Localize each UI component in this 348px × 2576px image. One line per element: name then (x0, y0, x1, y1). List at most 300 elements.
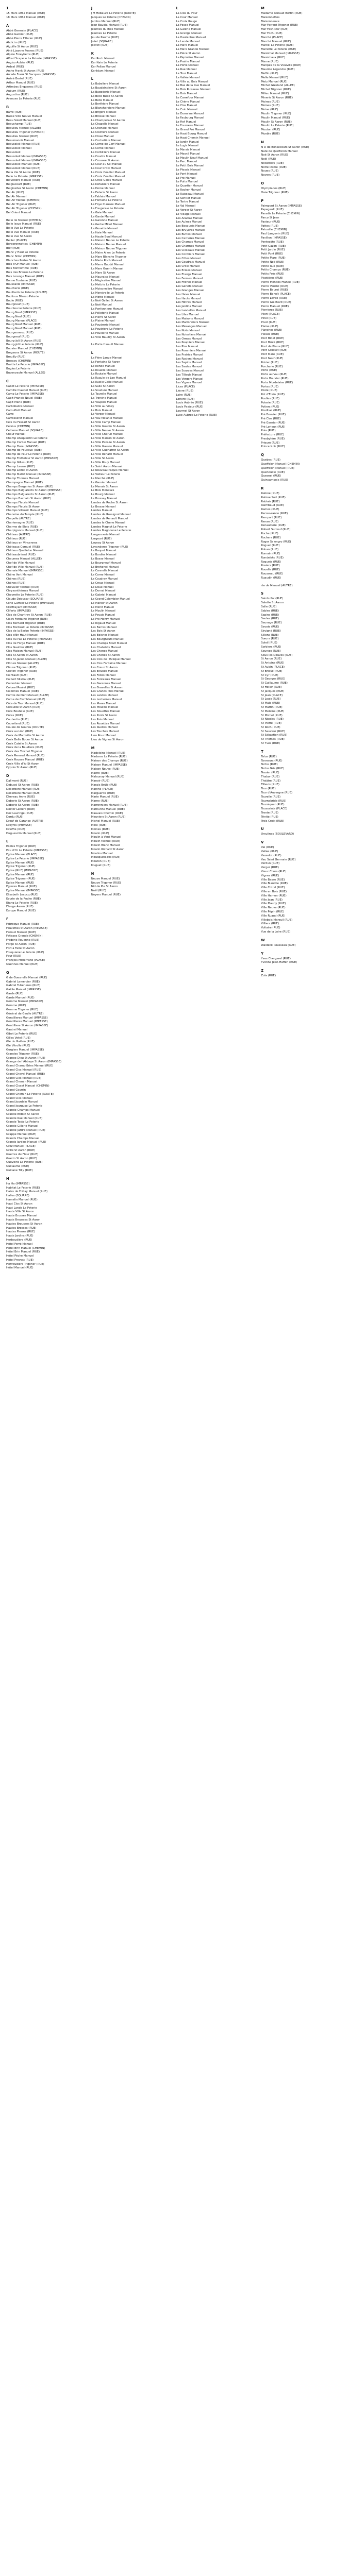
street-entry: Pierre Guichard (RUE) (261, 300, 291, 304)
street-entry: Clos St-Jacob Manuel (ALLEE) (6, 657, 47, 661)
street-entry: Les Fontaines Manuel (91, 677, 121, 681)
street-entry: Chevalier Manuel (RUE) (6, 585, 39, 589)
street-entry: La Pépinière Manuel (176, 56, 204, 59)
street-entry: Blanc Sillon (CHEMIN) (6, 255, 37, 258)
street-entry: Ville Basse (RUE) (261, 878, 285, 882)
street-entry: Le Nouveau Paquis Manuel (91, 469, 129, 472)
street-entry: Bergeronnettes (CHEMIN) (6, 243, 42, 246)
section-letter: L (91, 77, 93, 81)
street-entry: Les Landelles Manuel (176, 309, 206, 312)
street-entry: Blanches Portes St Aaron (6, 259, 41, 262)
street-entry: Bois des Brieres Le Peterie (6, 271, 43, 275)
street-entry: Beausoleil manuel (RUE) (6, 163, 41, 166)
street-entry: Pont Neuf (RUE) (261, 357, 284, 360)
letter-section (6, 839, 87, 913)
street-entry: Le Ronde Manuel (91, 364, 115, 368)
street-entry: La Lande Manuel (176, 40, 200, 43)
section-letter: Y (261, 951, 264, 956)
street-entry: Bourg Neuf (IMPASSE) (6, 311, 37, 314)
street-entry: Jardins Manuel (RUE) (91, 20, 121, 23)
street-entry: Paradis Le Peterie (CHEMIN) (261, 212, 300, 216)
street-entry: Grand Jourguse Le Peterie (6, 1105, 43, 1108)
street-entry: Champs Villeroit Manuel (RUE) (6, 509, 49, 513)
street-entry: Mouton (RUE) (91, 860, 110, 863)
street-entry: Cointault (RUE) (6, 674, 28, 677)
street-entry: La Haute Boul Manuel (91, 235, 122, 239)
street-entry: Champ Mallet Manuel (IMPASSE) (6, 473, 52, 477)
street-entry: Porte Bouvier (RUE) (261, 377, 289, 380)
street-entry: La Close Manuel (91, 134, 114, 138)
street-entry: Rousseau (RUE) (261, 572, 284, 575)
street-entry: Drieffie (RUE) (6, 827, 25, 831)
street-entry: Boulious Blanco Peterie (6, 295, 39, 298)
street-entry: Bel Air (RUE) (6, 191, 24, 194)
street-entry: Chênes (RUE) (6, 581, 26, 585)
street-entry: Le Carrefour Manuel (176, 96, 205, 99)
street-entry: Saules (RUE) (261, 617, 279, 621)
street-entry: Louis Pasteur (RUE) (176, 405, 204, 409)
street-entry: Tertre Gris (RUE) (261, 767, 285, 771)
street-entry: Guennes Manuel (RUE) (6, 962, 39, 966)
street-entry: Michel Gresland (ALLEE) (261, 84, 295, 88)
street-entry: La Gaie Manuel (91, 211, 113, 214)
street-entry: Beausoleil (6, 150, 21, 154)
street-entry: La Ville Goubin St Aaron (91, 425, 125, 428)
street-entry: Chef de Ville Manuel (6, 561, 35, 565)
street-entry: Bief (RUE) (6, 247, 21, 250)
street-entry: La Tourelle Manuel (91, 393, 117, 396)
street-entry: Villebois Mareuil (RUE) (261, 918, 293, 922)
street-entry: Petite Noë (RUE) (261, 260, 285, 264)
street-entry: Carbobalics Manuel (6, 404, 34, 408)
street-entry: Ainé Lizanne Pesnes (RUE) (6, 49, 43, 53)
street-entry: Beau Soleil Manuel (RUE) (6, 118, 42, 122)
street-entry: St Melaine (RUE) (261, 709, 285, 713)
street-entry: Grand Chemin Le Peterie (ROUTE) (6, 1092, 54, 1096)
street-entry: La Ville Camp Manuel (91, 420, 121, 424)
street-entry: Les Bruyères Manuel (176, 229, 205, 232)
street-entry: Ville Blanche (RUE) (261, 882, 288, 886)
street-entry: La Porte Manuel (176, 64, 198, 67)
letter-section (261, 486, 342, 581)
street-entry: Noues (RUE) (261, 170, 279, 173)
street-entry: Gemme Trigoner (RUE) (6, 1008, 38, 1012)
street-entry: Le Porte Hinault Manuel (91, 343, 125, 347)
street-entry: La Tour Manuel (176, 72, 197, 75)
street-entry: Abdicim (RUE) (6, 41, 26, 44)
section-letter: 1 (6, 6, 9, 10)
street-entry: Les Moulins Manuel (91, 706, 119, 709)
street-entry: Le Haut Bourg Manuel (176, 132, 207, 135)
street-entry: La Haute Rue Manuel (176, 36, 206, 39)
street-entry: Le Mesnil Manuel (176, 152, 200, 156)
street-entry: Le Rocher Manuel (176, 189, 201, 192)
street-entry: Hôtel Pêche Manuel (6, 1255, 34, 1258)
street-entry: Marché (PLACE) (261, 36, 284, 39)
street-entry: La Moisonnière Manuel (91, 287, 123, 291)
street-entry: Landes Magnot Le Peterie (91, 525, 127, 529)
street-entry: La Ville Neuve St Aaron (91, 429, 124, 432)
street-entry: La Routaie Manuel (91, 372, 117, 376)
street-entry: Landes de Roche St Aaron (91, 501, 128, 504)
street-entry: Dellerbere Manuel (RUE) (6, 787, 41, 791)
street-entry: Haute Brosses Manuel (6, 1214, 38, 1218)
street-entry: Champ Fretteleur St Aaron (IMPASSE) (6, 457, 58, 461)
street-entry: La Rouelle Manuel (91, 368, 117, 372)
street-entry: Hamelin Manuel (RUE) (6, 1198, 38, 1201)
street-entry: Les Coudrais Manuel (176, 261, 205, 264)
section-letter: G (6, 970, 9, 975)
street-entry: Gorgiers Manuel (IMPASSE) (6, 1048, 44, 1052)
street-entry: Le Brehonel Manuel (91, 565, 119, 569)
street-entry: Pré Lorieux (RUE) (261, 425, 286, 429)
street-entry: Clos d'En Haut Manuel (6, 634, 38, 637)
street-entry: Melle Manuel (RUE) (261, 76, 288, 79)
street-entry: La Cour Croix Manuel (91, 167, 121, 171)
street-entry: La Ville au Vinay (91, 404, 114, 408)
street-entry: Sapins (RUE) (261, 613, 279, 617)
street-entry: Porte au Vau (RUE) (261, 373, 288, 377)
street-entry: Les Peupliers Manuel (176, 341, 206, 345)
street-entry: Le Faubourg Manuel (176, 116, 204, 120)
street-entry: La Mare Grande Manuel (176, 48, 209, 52)
street-entry: Grand Clos Manuel (RUE) (6, 1069, 41, 1072)
street-entry: Marie Manuel (RUE) (91, 795, 119, 799)
street-entry: La Ville Pensée St Aaron (91, 440, 125, 444)
street-entry: Launay St Aaron (91, 541, 114, 545)
street-entry: Habitat Le Peterie (RUE) (6, 1186, 40, 1190)
street-entry: Grande Gillerie Manuel (6, 1125, 38, 1128)
street-entry: Côte Boutelle (RUE) (6, 710, 34, 714)
street-entry: Pré Clos (RUE) (261, 417, 281, 420)
street-entry: Le Fief Manuel (176, 120, 196, 124)
street-entry: Jeannes du Bois Manuel (91, 28, 124, 31)
street-entry: Rosiers (RUE) (261, 564, 280, 568)
street-entry: Olympiades (RUE) (261, 187, 287, 191)
street-entry: Pattes (RUE) (261, 224, 278, 228)
street-entry: Champs Balgiarects St Aaron (RUE) (6, 493, 56, 497)
street-entry: Eglise Manuel (IMPASSE) (6, 889, 41, 893)
street-entry: Marcel Le Peterie (RUE) (261, 44, 294, 47)
street-entry: Les Pommiers Manuel (176, 349, 207, 352)
letter-section (261, 938, 342, 948)
street-entry: Maréchal Manuel (IMPASSE) (261, 52, 300, 55)
street-entry: Petit Pont (RUE) (261, 252, 283, 256)
street-entry: Côtaulde St Aaron (RUE) (6, 706, 40, 709)
street-entry: Papegault (RUE) (261, 208, 284, 212)
street-entry: Ecoles Trigoner (RUE) (6, 845, 36, 849)
street-entry: La Ville Maison St Aaron (91, 437, 125, 440)
street-entry: Grez Manuel (PLACE) (6, 1145, 36, 1148)
street-entry: Elisabeth Lecocq (RUE) (6, 893, 39, 896)
street-entry: Les Hauts Manuel (176, 297, 201, 300)
section-letter: Z (261, 969, 264, 973)
street-entry: Champ Dore (IMPASSE) (6, 445, 39, 448)
street-entry: Gautrel Manuel (6, 1028, 28, 1032)
street-entry: Notre Dame (RUE) (261, 165, 287, 169)
street-entry: 18 Mars 1962 Manuel (RUE) (6, 15, 45, 19)
street-entry: Croix Belle Bouer St Aaron (6, 738, 43, 741)
street-entry: La Ville Renard Manuel (91, 453, 123, 456)
street-entry: La Baudaindière St Aaron (91, 87, 127, 90)
street-entry: Lieu de Vignes St Aaron (91, 738, 124, 741)
street-entry: La Croix Gilles Manuel (91, 179, 122, 182)
street-entry: Haut Clos St Aaron (6, 1202, 32, 1206)
street-entry: Capit Marie (RUE) (6, 400, 31, 404)
street-entry: Augustins (RUE) (6, 93, 29, 97)
street-entry: La Monstrelle Le Peterie (91, 291, 125, 295)
street-entry: Le Ruisseau Manuel (176, 192, 204, 196)
street-entry: Pilori (PLACE) (261, 313, 280, 316)
street-entry: Avenues Le Peterie (RUE) (6, 97, 42, 101)
street-entry: Europe Manuel (RUE) (6, 909, 36, 913)
street-entry: Pasteur (RUE) (261, 220, 280, 224)
street-entry: Les Ruelles Manuel (91, 726, 118, 730)
street-entry: Voltaire (RUE) (261, 926, 280, 930)
street-entry: Maison Manuel (IMPASSE) (91, 764, 127, 767)
street-entry: Le Parc Manuel (176, 160, 197, 164)
section-letter: N (91, 871, 94, 876)
street-entry: Romain (RUE) (261, 552, 280, 556)
street-entry: Neuve Trigoner (RUE) (91, 881, 121, 885)
street-entry: La Garenne Manuel (91, 219, 119, 223)
street-entry: Dhereau Anne (RUE) (6, 795, 35, 799)
letter-section (91, 351, 172, 742)
street-entry: Beaulieu Trigoner (CHEMIN) (6, 130, 45, 134)
street-entry: Le Domaine Manuel (176, 112, 204, 115)
street-entry: Coubertin (RUE) (6, 718, 29, 721)
street-entry: Bucenvaufe Manuel (ALLEE) (6, 371, 45, 375)
street-entry: Jean Baudia Manuel (RUE) (91, 24, 128, 27)
street-entry: Petits Champs (RUE) (261, 268, 290, 272)
street-entry: Gentilliere St Aaron (IMPASSE) (6, 1024, 48, 1028)
street-entry: Clieffrayant (IMPASSE) (6, 605, 38, 609)
street-entry: Mar Fesh Mar (RUE) (261, 28, 289, 31)
section-letter: E (6, 839, 9, 844)
street-entry: Maréchaux (RUE) (261, 56, 285, 59)
street-entry: Forge St Aaron (RUE) (6, 942, 36, 946)
street-entry: Boucherie (RUE) (6, 287, 29, 291)
street-entry: Les Champs Boult Manuel (91, 641, 127, 645)
street-entry: Champ Corbin Manuel (RUE) (6, 440, 46, 444)
street-entry: Champ Gilles (RUE) (6, 461, 34, 464)
street-entry: Pot d'Étain (RUE) (261, 393, 285, 397)
street-entry: Ker Pellan Manuel (91, 65, 116, 69)
street-entry: Soleil (RUE) (261, 641, 277, 645)
street-entry: Verdun (RUE) (261, 862, 280, 866)
street-entry: Les Rouettes Manuel (91, 722, 120, 725)
street-entry: Tilleuls (RUE) (261, 783, 279, 787)
street-entry: Châteux (RUE) (6, 537, 27, 541)
street-entry: Nid de Pie St Aaron (91, 885, 118, 889)
street-entry: La Defaisiere Manuel (91, 183, 121, 187)
street-entry: Bourg Neuf Manuel (RUE) (6, 323, 42, 327)
street-entry: Le Jardin Manuel (176, 140, 200, 144)
street-entry: Garde (RUE) (6, 992, 24, 995)
street-entry: Petite Mare (RUE) (261, 257, 286, 260)
street-entry: Les Tilleuls Manuel (176, 373, 203, 377)
street-entry: La Ruaule de Loe Manuel (91, 377, 126, 380)
street-entry: La Soudure Manuel (91, 388, 118, 392)
street-entry: Le Puits Manuel (176, 180, 198, 184)
street-entry: Jeannes Le Peterie (91, 31, 117, 35)
street-entry: Maisonnettes (261, 15, 280, 19)
street-entry: Cliferts (IMPASSE) (6, 609, 31, 613)
street-entry: Les Acacias Manuel (176, 216, 203, 220)
street-entry: La Chapelle Manuel (91, 123, 119, 126)
street-entry: Le Moulin Manuel (91, 609, 115, 613)
street-entry: La Ponfonnière Manuel (91, 307, 123, 311)
street-entry: Le Clos Manuel (176, 104, 197, 108)
street-entry: Les Charmes Manuel (176, 245, 205, 248)
street-entry: Bonne Fontaine (RUE) (6, 279, 37, 282)
street-entry: Nate de Quefferon Manuel (261, 149, 298, 153)
letter-section (261, 6, 342, 137)
street-entry: Pouilliac (RUE) (261, 409, 281, 413)
street-entry: Coëtlin Trigoner (RUE) (6, 670, 37, 673)
street-entry: Préfecture (RUE) (261, 433, 284, 437)
street-entry: Le Menir Manuel (91, 605, 114, 609)
street-entry: Grand Clos Manuel (6, 1096, 32, 1100)
street-entry: Le Brossay Manuel (91, 497, 118, 501)
section-letter: H (6, 1176, 9, 1181)
street-entry: Beausoleil Manuel (IMPASSE) (6, 159, 46, 162)
street-entry: Arrivé Bertel (RUE) (6, 77, 32, 81)
street-entry: Ville Pépin (RUE) (261, 910, 285, 913)
street-entry: Le Bois Ruisseau Manuel (176, 88, 210, 92)
street-entry: Chef de Ville Manuel (RUE) (6, 565, 44, 569)
street-entry: Rempart (RUE) (261, 516, 282, 519)
street-entry: Le Vaupois Manuel (91, 400, 118, 404)
street-entry: Rabine Sud (RUE) (261, 496, 286, 499)
street-entry: Aiguille St Aaron (RUE) (6, 45, 38, 48)
street-entry: Le Moulin Neuf Manuel (176, 156, 208, 160)
street-entry: La Maison Neuve Trigoner (91, 247, 127, 251)
street-entry: Le Bois Manuel (91, 409, 112, 412)
street-entry: Val (RUE) (261, 846, 274, 850)
street-entry: Ville Mauny (RUE) (261, 902, 286, 906)
street-entry: Bois Bonhomme (RUE) (6, 267, 38, 270)
street-entry: Noyers (RUE) (261, 174, 280, 177)
street-entry: Chenaie Manuel (IMPASSE) (6, 569, 44, 573)
street-entry: La Clochere Manuel (91, 130, 119, 134)
street-entry: Prés (RUE) (261, 429, 276, 433)
street-entry: Clos Bordault Le Peterie (IMPASSE) (6, 625, 55, 629)
street-entry: Queffelon Manuel (CHEMIN) (261, 463, 300, 466)
section-letter: P (261, 198, 264, 203)
street-entry: Le Cannelle Manuel (91, 569, 119, 573)
street-entry: St Roch (RUE) (261, 725, 280, 729)
street-entry: Queffelon Manuel (RUE) (261, 466, 294, 470)
street-entry: Salette St Aaron (261, 601, 284, 605)
street-entry: Vieux Cours (RUE) (261, 870, 287, 873)
street-entry: Grappe Manuel (RUE) (6, 1132, 37, 1136)
street-entry: Le Coudray Manuel (91, 577, 118, 581)
section-letter: J (91, 6, 93, 10)
street-entry: Madame Ronaud Bertin (RUE) (261, 12, 303, 15)
street-entry: Mouton (RUE) (261, 128, 280, 132)
street-entry: Moine (RUE) (261, 108, 278, 112)
street-entry: Moulins Manuel (91, 852, 113, 855)
street-entry: Les Aulnes Manuel (176, 221, 202, 224)
street-entry: Claude Debussy (SQUARE) (6, 597, 43, 601)
street-entry: Le Bois Manuel (176, 92, 197, 95)
street-entry: La Piéce St Aaron (176, 52, 201, 55)
letter-section (6, 105, 87, 215)
street-entry: Rohan (RUE) (261, 548, 279, 552)
street-entry: La Pouillerie Manuel (91, 331, 119, 335)
street-entry: Le Creux Manuel (91, 581, 114, 585)
street-entry: Basse Ville Neuve Manuel (6, 114, 42, 118)
street-entry: Le Dorval Manuel (91, 589, 115, 593)
street-entry: Hôtel Ferré Manuel (6, 1242, 32, 1246)
street-entry: Les Chenes Manuel (91, 650, 118, 653)
street-entry: Vignes (RUE) (261, 874, 279, 877)
street-entry: Belle Vue St Aaron (6, 234, 32, 238)
street-entry: Trinité (RUE) (261, 815, 278, 819)
street-entry: Doc Lauringe (RUE) (6, 811, 34, 815)
street-entry: Waldeck Rousseau (RUE) (261, 943, 296, 947)
street-entry: Grands Jardins Manuel (RUE) (6, 1141, 46, 1144)
letter-section (176, 6, 257, 417)
street-entry: Les Maisons Manuel (176, 317, 204, 320)
street-entry: Gaillie Manuel (IMPASSE) (6, 988, 41, 992)
street-entry: Grange de l'Abbaye St Aaron (IMPASSE) (6, 1060, 62, 1064)
street-entry: Tourniquet (RUE) (261, 803, 285, 807)
street-entry: Rouelle (RUE) (261, 568, 280, 572)
street-entry: Pinel (RUE) (261, 316, 277, 320)
street-entry: La Corbillière Manuel (91, 150, 121, 154)
street-entry: Les Lilas Manuel (176, 313, 199, 316)
street-entry: Meflin (RUE) (261, 72, 278, 75)
street-entry: Théâtre (RUE) (261, 779, 281, 783)
street-entry: Loire (RUE) (176, 393, 192, 397)
street-entry: La Ville St Aaron (91, 457, 114, 461)
street-entry: Cels du Fessart St Aaron (6, 420, 40, 424)
street-entry: Le Verger St Aaron (176, 209, 202, 212)
street-entry: Rames (RUE) (261, 508, 279, 512)
street-entry: Sauvage (RUE) (261, 621, 282, 625)
street-entry: La Mare Blanche Trigoner (91, 255, 127, 259)
street-entry: Debussi St Aaron (RUE) (6, 784, 39, 787)
street-entry: Poirier (RUE) (261, 361, 279, 364)
street-entry: La Gonette Manuel (91, 227, 118, 231)
street-entry: La Cour au Sel Manuel (91, 163, 123, 166)
street-entry: La Plaine Manuel (91, 319, 115, 323)
street-entry: Clos Maison Manuel (RUE) (6, 650, 43, 653)
street-entry: Ha Ha (IMPASSE) (6, 1182, 30, 1185)
street-entry: Tour (RUE) (261, 787, 276, 791)
street-entry: Rabine (RUE) (261, 492, 279, 496)
street-entry: Haies de Frétay Manuel (RUE) (6, 1190, 48, 1194)
street-entry: Marché (PLACE) (91, 787, 113, 791)
street-entry: Champ Ansquentin Le Peterie (6, 437, 47, 440)
street-entry: Moulin Richard St Aaron (91, 848, 125, 851)
street-entry: Moines (RUE) (261, 104, 280, 108)
street-entry: Mar Foch (RUE) (261, 31, 283, 35)
letter-section (91, 746, 172, 868)
street-entry: Pierre Levée (RUE) (261, 297, 287, 300)
street-entry: N D de Bonsecours St Aaron (RUE) (261, 145, 309, 149)
street-entry: La Brosse Manuel (91, 114, 116, 118)
street-entry: Mariette Le Peterie (RUE) (261, 48, 296, 52)
street-entry: Le Vallieur Le Peterie (91, 473, 121, 477)
street-entry: Ville Cotrel (RUE) (261, 886, 285, 890)
street-entry: Les Folies Manuel (91, 674, 116, 677)
street-entry: Largeurt (RUE) (91, 537, 112, 541)
street-entry: François Mitterrand (PLACE) (6, 959, 45, 962)
street-entry: Ursulines (BOULEVARD) (261, 833, 294, 836)
